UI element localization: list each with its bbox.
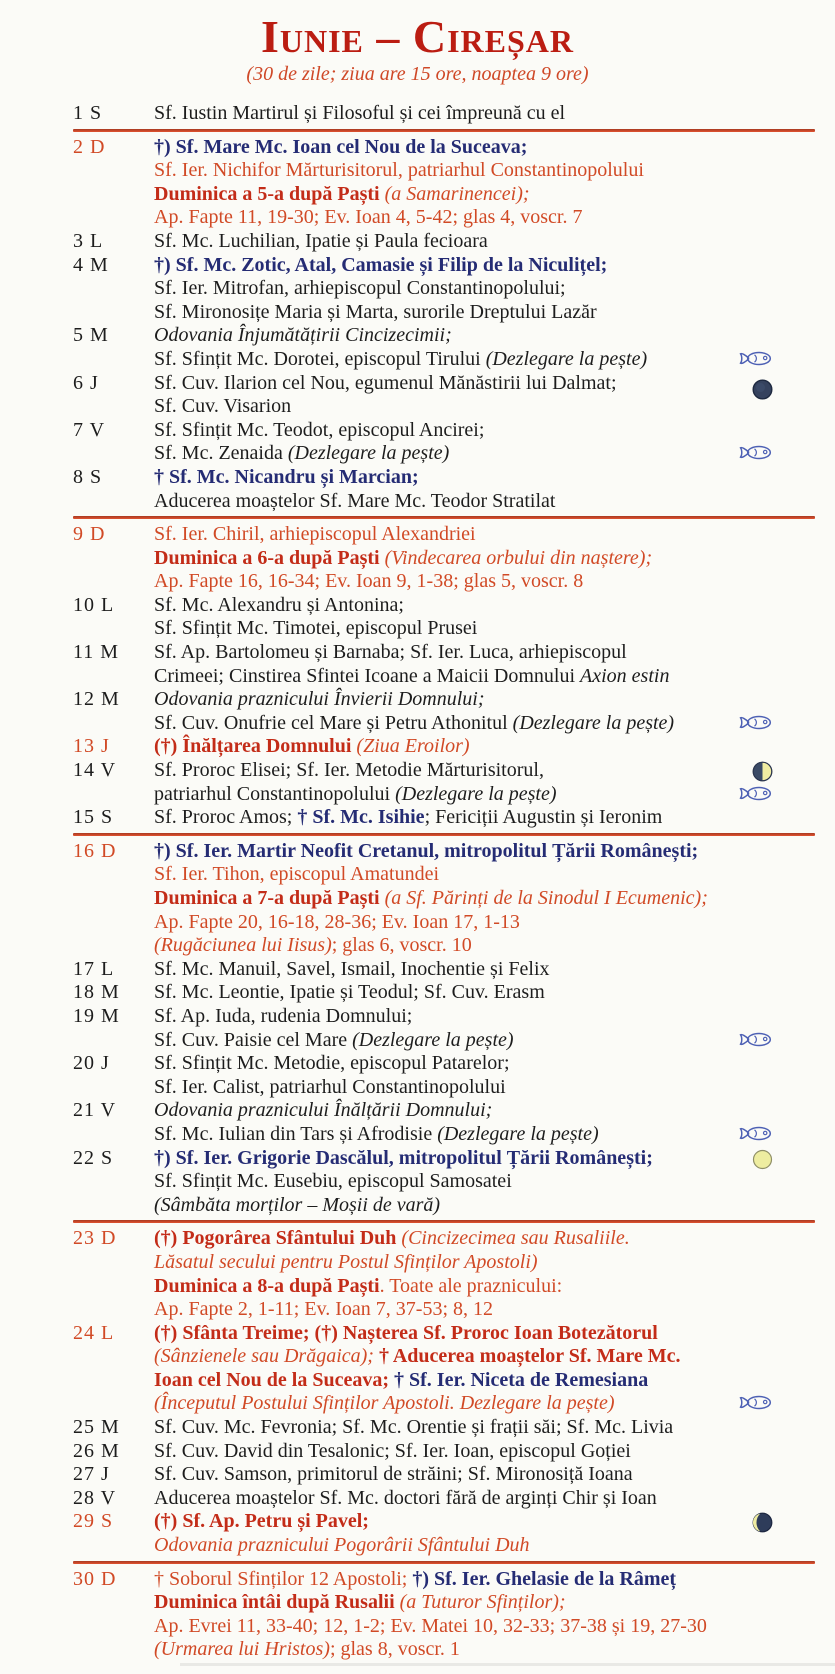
day-label: 13 J (73, 735, 110, 758)
day-entries (154, 102, 815, 126)
day-row-23-D (73, 1227, 815, 1321)
day-label: 6 J (73, 371, 99, 394)
calendar-entry-line (154, 230, 815, 254)
entry-text: Sf. Sfințit Mc. Metodie, episcopul Patarelor; (154, 1052, 510, 1075)
day-label: 11 M (73, 641, 120, 664)
day-entries (154, 759, 815, 806)
day-label: 3 L (73, 229, 104, 252)
day-entries (154, 1487, 815, 1511)
calendar-entry-line (154, 1227, 815, 1251)
entry-text: (Dezlegare la pește) (395, 782, 557, 805)
entry-text: Sf. Ier. Calist, patriarhul Constantinopolului (154, 1075, 506, 1098)
fish-fasting-icon (739, 1125, 773, 1142)
entry-text: (Urmarea lui Hristos) (154, 1638, 330, 1661)
calendar-entry-line (154, 419, 815, 443)
fish-fasting-icon (739, 444, 773, 461)
calendar-entry-line (154, 688, 815, 712)
entry-text: Ioan cel Nou de la Suceava; (154, 1368, 394, 1391)
entry-text: Sf. Mc. Iulian din Tars și Afrodisie (154, 1122, 438, 1145)
day-label: 20 J (73, 1052, 110, 1075)
calendar-entry-line (154, 1416, 815, 1440)
day-label: 5 M (73, 324, 109, 347)
calendar-entry-line (154, 863, 815, 887)
day-row-4-M (73, 254, 815, 325)
calendar-entry-line (154, 735, 815, 759)
entry-text: Odovania praznicului Învierii Domnului; (154, 688, 485, 711)
day-entries (154, 806, 815, 830)
entry-text: Aducerea moaștelor Sf. Mc. doctori fără de arginți Chir și Ioan (154, 1486, 657, 1509)
calendar-entry-line (154, 1615, 815, 1639)
calendar-entry-line (154, 1463, 815, 1487)
calendar-entry-line (154, 1322, 815, 1346)
day-row-10-L (73, 594, 815, 641)
entry-text: Sf. Ap. Iuda, rudenia Domnului; (154, 1004, 413, 1027)
entry-text: Sf. Mc. Alexandru și Antonina; (154, 593, 404, 616)
day-label: 23 D (73, 1227, 117, 1250)
calendar-entry-line (154, 1345, 815, 1369)
entry-text: (a Samarinencei); (384, 182, 530, 205)
fish-fasting-icon (739, 1031, 773, 1048)
entry-text: (Sânzienele sau Drăgaica); (154, 1345, 379, 1368)
entry-text: Sf. Iustin Martirul și Filosoful și cei împreună cu el (154, 102, 566, 124)
page-title: Iunie – Cireșar (260, 11, 575, 62)
day-row-26-M (73, 1440, 815, 1464)
day-row-11-M (73, 641, 815, 688)
entry-text: Axion estin (580, 664, 670, 687)
day-label: 8 S (73, 465, 103, 488)
calendar-entry-line (154, 183, 815, 207)
day-label: 29 S (73, 1510, 114, 1533)
entry-text: †) Sf. Mc. Zotic, Atal, Camasie și Filip de la Niculițel; (154, 253, 608, 276)
entry-text: Sf. Mironosițe Maria și Marta, surorile Dreptului Lazăr (154, 300, 597, 323)
entry-text: Sf. Mc. Manuil, Savel, Ismail, Inochentie și Felix (154, 957, 550, 980)
day-label: 30 D (73, 1567, 117, 1590)
day-entries (154, 1147, 815, 1218)
entry-text: Sf. Sfințit Mc. Timotei, episcopul Prusei (154, 617, 478, 640)
calendar-entry-line (154, 1487, 815, 1511)
calendar-entry-line (154, 372, 815, 396)
week-separator-rule (73, 1220, 815, 1223)
entry-text: Ap. Fapte 16, 16-34; Ev. Ioan 9, 1-38; glas 5, voscr. 8 (154, 570, 584, 593)
entry-text: Ap. Fapte 11, 19-30; Ev. Ioan 4, 5-42; glas 4, voscr. 7 (154, 206, 583, 229)
day-row-19-M (73, 1005, 815, 1052)
day-row-7-V (73, 419, 815, 466)
entry-text: Sf. Proroc Elisei; Sf. Ier. Metodie Mărturisitorul, (154, 759, 544, 782)
day-row-1-S (73, 102, 815, 126)
calendar-entry-line (154, 102, 815, 126)
day-entries (154, 372, 815, 419)
day-entries (154, 1052, 815, 1099)
entry-text: Lăsatul secului pentru Postul Sfinților Apostoli) (154, 1250, 538, 1273)
page-bottom-edge (180, 1663, 835, 1666)
day-label: 25 M (73, 1416, 120, 1439)
entry-text: (Dezlegare la pește) (287, 442, 450, 465)
calendar-list (73, 102, 815, 1662)
calendar-entry-line (154, 1392, 815, 1416)
day-entries (154, 1568, 815, 1662)
day-row-6-J (73, 372, 815, 419)
calendar-entry-line (154, 442, 815, 466)
day-label: 16 D (73, 839, 117, 862)
entry-text: Sf. Sfințit Mc. Dorotei, episcopul Tirului (154, 347, 486, 370)
calendar-entry-line (154, 934, 815, 958)
calendar-entry-line (154, 1638, 815, 1662)
day-label: 26 M (73, 1439, 120, 1462)
entry-text: Sf. Mc. Zenaida (154, 442, 288, 465)
fish-fasting-icon (739, 350, 773, 367)
entry-text: Odovania praznicului Înălțării Domnului; (154, 1099, 493, 1122)
calendar-entry-line (154, 1369, 815, 1393)
calendar-entry-line (154, 547, 815, 571)
page-subtitle: (30 de zile; ziua are 15 ore, noaptea 9 ore) (246, 63, 589, 85)
entry-text: Sf. Ier. Chiril, arhiepiscopul Alexandriei (154, 523, 476, 546)
fish-fasting-icon (739, 1394, 773, 1411)
fish-fasting-icon (739, 714, 773, 731)
day-entries (154, 1005, 815, 1052)
last-quarter-moon-icon (752, 1512, 773, 1533)
entry-text: (Dezlegare la pește) (437, 1122, 599, 1145)
day-entries (154, 1322, 815, 1416)
entry-text: ; glas 6, voscr. 10 (331, 934, 472, 957)
calendar-entry-line (154, 1591, 815, 1615)
entry-text: †) Sf. Ier. Grigorie Dascălul, mitropolitul Țării Românești; (154, 1146, 653, 1169)
entry-text: Sf. Cuv. Onufrie cel Mare și Petru Athonitul (154, 711, 513, 734)
day-entries (154, 641, 815, 688)
calendar-entry-line (154, 159, 815, 183)
calendar-entry-line (154, 712, 815, 736)
calendar-entry-line (154, 395, 815, 419)
calendar-entry-line (154, 324, 815, 348)
calendar-entry-line (154, 1510, 815, 1534)
week-separator-rule (73, 833, 815, 836)
day-row-8-S (73, 466, 815, 513)
week-separator-rule (73, 129, 815, 132)
entry-text: (Sâmbăta morților – Moșii de vară) (154, 1193, 441, 1216)
entry-text: (†) Sf. Ap. Petru și Pavel; (154, 1510, 369, 1533)
calendar-entry-line (154, 958, 815, 982)
day-label: 7 V (73, 418, 106, 441)
entry-text: † Sf. Mc. Isihie (297, 806, 425, 829)
entry-text: Ap. Evrei 11, 33-40; 12, 1-2; Ev. Matei 10, 32-33; 37-38 și 19, 27-30 (154, 1614, 707, 1637)
day-row-16-D (73, 840, 815, 958)
entry-text: Sf. Mc. Luchilian, Ipatie și Paula fecioara (154, 229, 488, 252)
entry-text: Sf. Cuv. Samson, primitorul de străini; Sf. Mironosiță Ioana (154, 1463, 633, 1486)
calendar-entry-line (154, 840, 815, 864)
entry-text: Ap. Fapte 2, 1-11; Ev. Ioan 7, 37-53; 8, 12 (154, 1298, 494, 1321)
day-label: 22 S (73, 1146, 114, 1169)
day-entries (154, 419, 815, 466)
day-entries (154, 840, 815, 958)
entry-text: Sf. Cuv. David din Tesalonic; Sf. Ier. Ioan, episcopul Goției (154, 1439, 631, 1462)
entry-text: Sf. Ier. Tihon, episcopul Amatundei (154, 863, 439, 886)
day-row-17-L (73, 958, 815, 982)
calendar-entry-line (154, 1099, 815, 1123)
calendar-entry-line (154, 759, 815, 783)
entry-text: Sf. Ier. Mitrofan, arhiepiscopul Constantinopolului; (154, 277, 566, 300)
entry-text: † Aducerea moaștelor Sf. Mare Mc. (378, 1345, 681, 1368)
week-separator-rule (73, 1561, 815, 1564)
day-row-5-M (73, 324, 815, 371)
entry-text: ; Fericiții Augustin și Ieronim (424, 806, 663, 829)
entry-text: Duminica a 5-a după Paști (154, 182, 385, 205)
calendar-entry-line (154, 301, 815, 325)
calendar-entry-line (154, 206, 815, 230)
day-entries (154, 230, 815, 254)
day-label: 12 M (73, 688, 120, 711)
day-entries (154, 324, 815, 371)
day-entries (154, 466, 815, 513)
entry-text: Sf. Cuv. Visarion (154, 395, 292, 418)
calendar-entry-line (154, 523, 815, 547)
calendar-entry-line (154, 1147, 815, 1171)
day-row-14-V (73, 759, 815, 806)
entry-text: Sf. Cuv. Ilarion cel Nou, egumenul Mănăstirii lui Dalmat; (154, 371, 617, 394)
day-entries (154, 1463, 815, 1487)
calendar-entry-line (154, 594, 815, 618)
entry-text: (Cincizecimea sau Rusaliile. (401, 1227, 630, 1250)
day-label: 27 J (73, 1463, 110, 1486)
entry-text: Sf. Proroc Amos; (154, 806, 298, 829)
entry-text: † Sf. Ier. Niceta de Remesiana (394, 1368, 649, 1391)
day-entries (154, 958, 815, 982)
day-label: 15 S (73, 806, 114, 829)
entry-text: (a Tuturor Sfinților); (399, 1591, 566, 1614)
calendar-entry-line (154, 1194, 815, 1218)
entry-text: (Vindecarea orbului din naștere); (384, 546, 653, 569)
entry-text: (a Sf. Părinți de la Sinodul I Ecumenic); (384, 887, 708, 909)
entry-text: (Dezlegare la pește) (485, 347, 648, 370)
entry-text: (Rugăciunea lui Iisus) (154, 934, 332, 957)
day-entries (154, 254, 815, 325)
day-entries (154, 136, 815, 230)
entry-text: Sf. Sfințit Mc. Eusebiu, episcopul Samosatei (154, 1170, 512, 1193)
calendar-entry-line (154, 1440, 815, 1464)
day-row-13-J (73, 735, 815, 759)
entry-text: ; glas 8, voscr. 1 (329, 1638, 460, 1661)
entry-text: (Dezlegare la pește) (352, 1028, 514, 1051)
day-label: 18 M (73, 981, 120, 1004)
calendar-entry-line (154, 254, 815, 278)
day-entries (154, 1099, 815, 1146)
entry-text: Ap. Fapte 20, 16-18, 28-36; Ev. Ioan 17, 1-13 (154, 910, 520, 933)
fish-fasting-icon (739, 785, 773, 802)
day-entries (154, 981, 815, 1005)
entry-text: Sf. Mc. Leontie, Ipatie și Teodul; Sf. Cuv. Erasm (154, 981, 545, 1004)
day-row-12-M (73, 688, 815, 735)
calendar-entry-line (154, 617, 815, 641)
day-row-15-S (73, 806, 815, 830)
entry-text: Duminica a 8-a după Paști (154, 1274, 380, 1297)
day-entries (154, 1227, 815, 1321)
entry-text: (Dezlegare la pește) (512, 711, 675, 734)
day-row-28-V (73, 1487, 815, 1511)
entry-text: † Sf. Mc. Nicandru și Marcian; (154, 465, 419, 488)
day-entries (154, 523, 815, 594)
day-entries (154, 735, 815, 759)
calendar-entry-line (154, 981, 815, 1005)
entry-text: (Ziua Eroilor) (356, 735, 470, 758)
calendar-entry-line (154, 1123, 815, 1147)
entry-text: Sf. Cuv. Mc. Fevronia; Sf. Mc. Orentie și frații săi; Sf. Mc. Livia (154, 1416, 674, 1439)
day-label: 10 L (73, 593, 115, 616)
calendar-entry-line (154, 1052, 815, 1076)
day-label: 14 V (73, 759, 117, 782)
calendar-entry-line (154, 1251, 815, 1275)
entry-text: Duminica a 7-a după Paști (154, 887, 385, 909)
calendar-entry-line (154, 1170, 815, 1194)
entry-text: patriarhul Constantinopolului (154, 782, 396, 805)
week-separator-rule (73, 516, 815, 519)
calendar-entry-line (154, 1568, 815, 1592)
entry-text: Odovania Înjumătățirii Cincizecimii; (154, 324, 452, 347)
entry-text: (†) Sfânta Treime; (†) Nașterea Sf. Proroc Ioan Botezătorul (154, 1321, 658, 1344)
entry-text: (Începutul Postului Sfinților Apostoli. Dezlegare la pește) (154, 1392, 615, 1415)
calendar-entry-line (154, 490, 815, 514)
entry-text: †) Sf. Ier. Ghelasie de la Râmeț (412, 1567, 677, 1590)
entry-text: Sf. Ier. Nichifor Mărturisitorul, patriarhul Constantinopolului (154, 159, 644, 182)
calendar-entry-line (154, 1534, 815, 1558)
entry-text: (†) Pogorârea Sfântului Duh (154, 1227, 402, 1250)
day-label: 4 M (73, 253, 109, 276)
day-label: 21 V (73, 1099, 117, 1122)
day-label: 24 L (73, 1321, 115, 1344)
day-row-21-V (73, 1099, 815, 1146)
calendar-entry-line (154, 1275, 815, 1299)
calendar-entry-line (154, 1029, 815, 1053)
calendar-entry-line (154, 641, 815, 665)
day-row-3-L (73, 230, 815, 254)
day-label: 28 V (73, 1486, 117, 1509)
calendar-entry-line (154, 665, 815, 689)
day-label: 1 S (73, 102, 103, 124)
entry-text: †) Sf. Mare Mc. Ioan cel Nou de la Suceava; (154, 135, 528, 158)
day-row-2-D (73, 136, 815, 230)
calendar-entry-line (154, 136, 815, 160)
entry-text: Duminica întâi după Rusalii (154, 1591, 400, 1614)
entry-text: Aducerea moaștelor Sf. Mare Mc. Teodor Stratilat (154, 489, 556, 512)
entry-text: Odovania praznicului Pogorârii Sfântului Duh (154, 1534, 530, 1557)
day-entries (154, 1510, 815, 1557)
day-label: 17 L (73, 957, 115, 980)
calendar-entry-line (154, 277, 815, 301)
day-row-30-D (73, 1568, 815, 1662)
day-entries (154, 1440, 815, 1464)
calendar-entry-line (154, 911, 815, 935)
calendar-entry-line (154, 348, 815, 372)
day-label: 19 M (73, 1004, 120, 1027)
entry-text: . Toate ale praznicului: (379, 1274, 563, 1297)
day-row-22-S (73, 1147, 815, 1218)
entry-text: Duminica a 6-a după Paști (154, 546, 385, 569)
calendar-entry-line (154, 806, 815, 830)
calendar-entry-line (154, 466, 815, 490)
day-entries (154, 594, 815, 641)
day-row-18-M (73, 981, 815, 1005)
calendar-entry-line (154, 783, 815, 807)
day-row-20-J (73, 1052, 815, 1099)
day-row-25-M (73, 1416, 815, 1440)
day-row-24-L (73, 1322, 815, 1416)
entry-text: Sf. Sfințit Mc. Teodot, episcopul Ancirei; (154, 418, 485, 441)
calendar-entry-line (154, 1298, 815, 1322)
day-row-9-D (73, 523, 815, 594)
day-entries (154, 1416, 815, 1440)
day-row-29-S (73, 1510, 815, 1557)
calendar-entry-line (154, 1005, 815, 1029)
calendar-entry-line (154, 887, 815, 911)
entry-text: Crimeei; Cinstirea Sfintei Icoane a Maicii Domnului (154, 664, 581, 687)
entry-text: Sf. Ap. Bartolomeu și Barnaba; Sf. Ier. Luca, arhiepiscopul (154, 641, 627, 664)
calendar-entry-line (154, 570, 815, 594)
day-label: 2 D (73, 135, 106, 158)
full-moon-icon (752, 1149, 773, 1170)
day-entries (154, 688, 815, 735)
day-label: 9 D (73, 523, 106, 546)
first-quarter-moon-icon (752, 761, 773, 782)
entry-text: †) Sf. Ier. Martir Neofit Cretanul, mitropolitul Țării Românești; (154, 839, 699, 862)
entry-text: (†) Înălțarea Domnului (154, 735, 357, 758)
calendar-entry-line (154, 1076, 815, 1100)
day-row-27-J (73, 1463, 815, 1487)
entry-text: † Soborul Sfinților 12 Apostoli; (154, 1567, 413, 1590)
entry-text: Sf. Cuv. Paisie cel Mare (154, 1028, 353, 1051)
